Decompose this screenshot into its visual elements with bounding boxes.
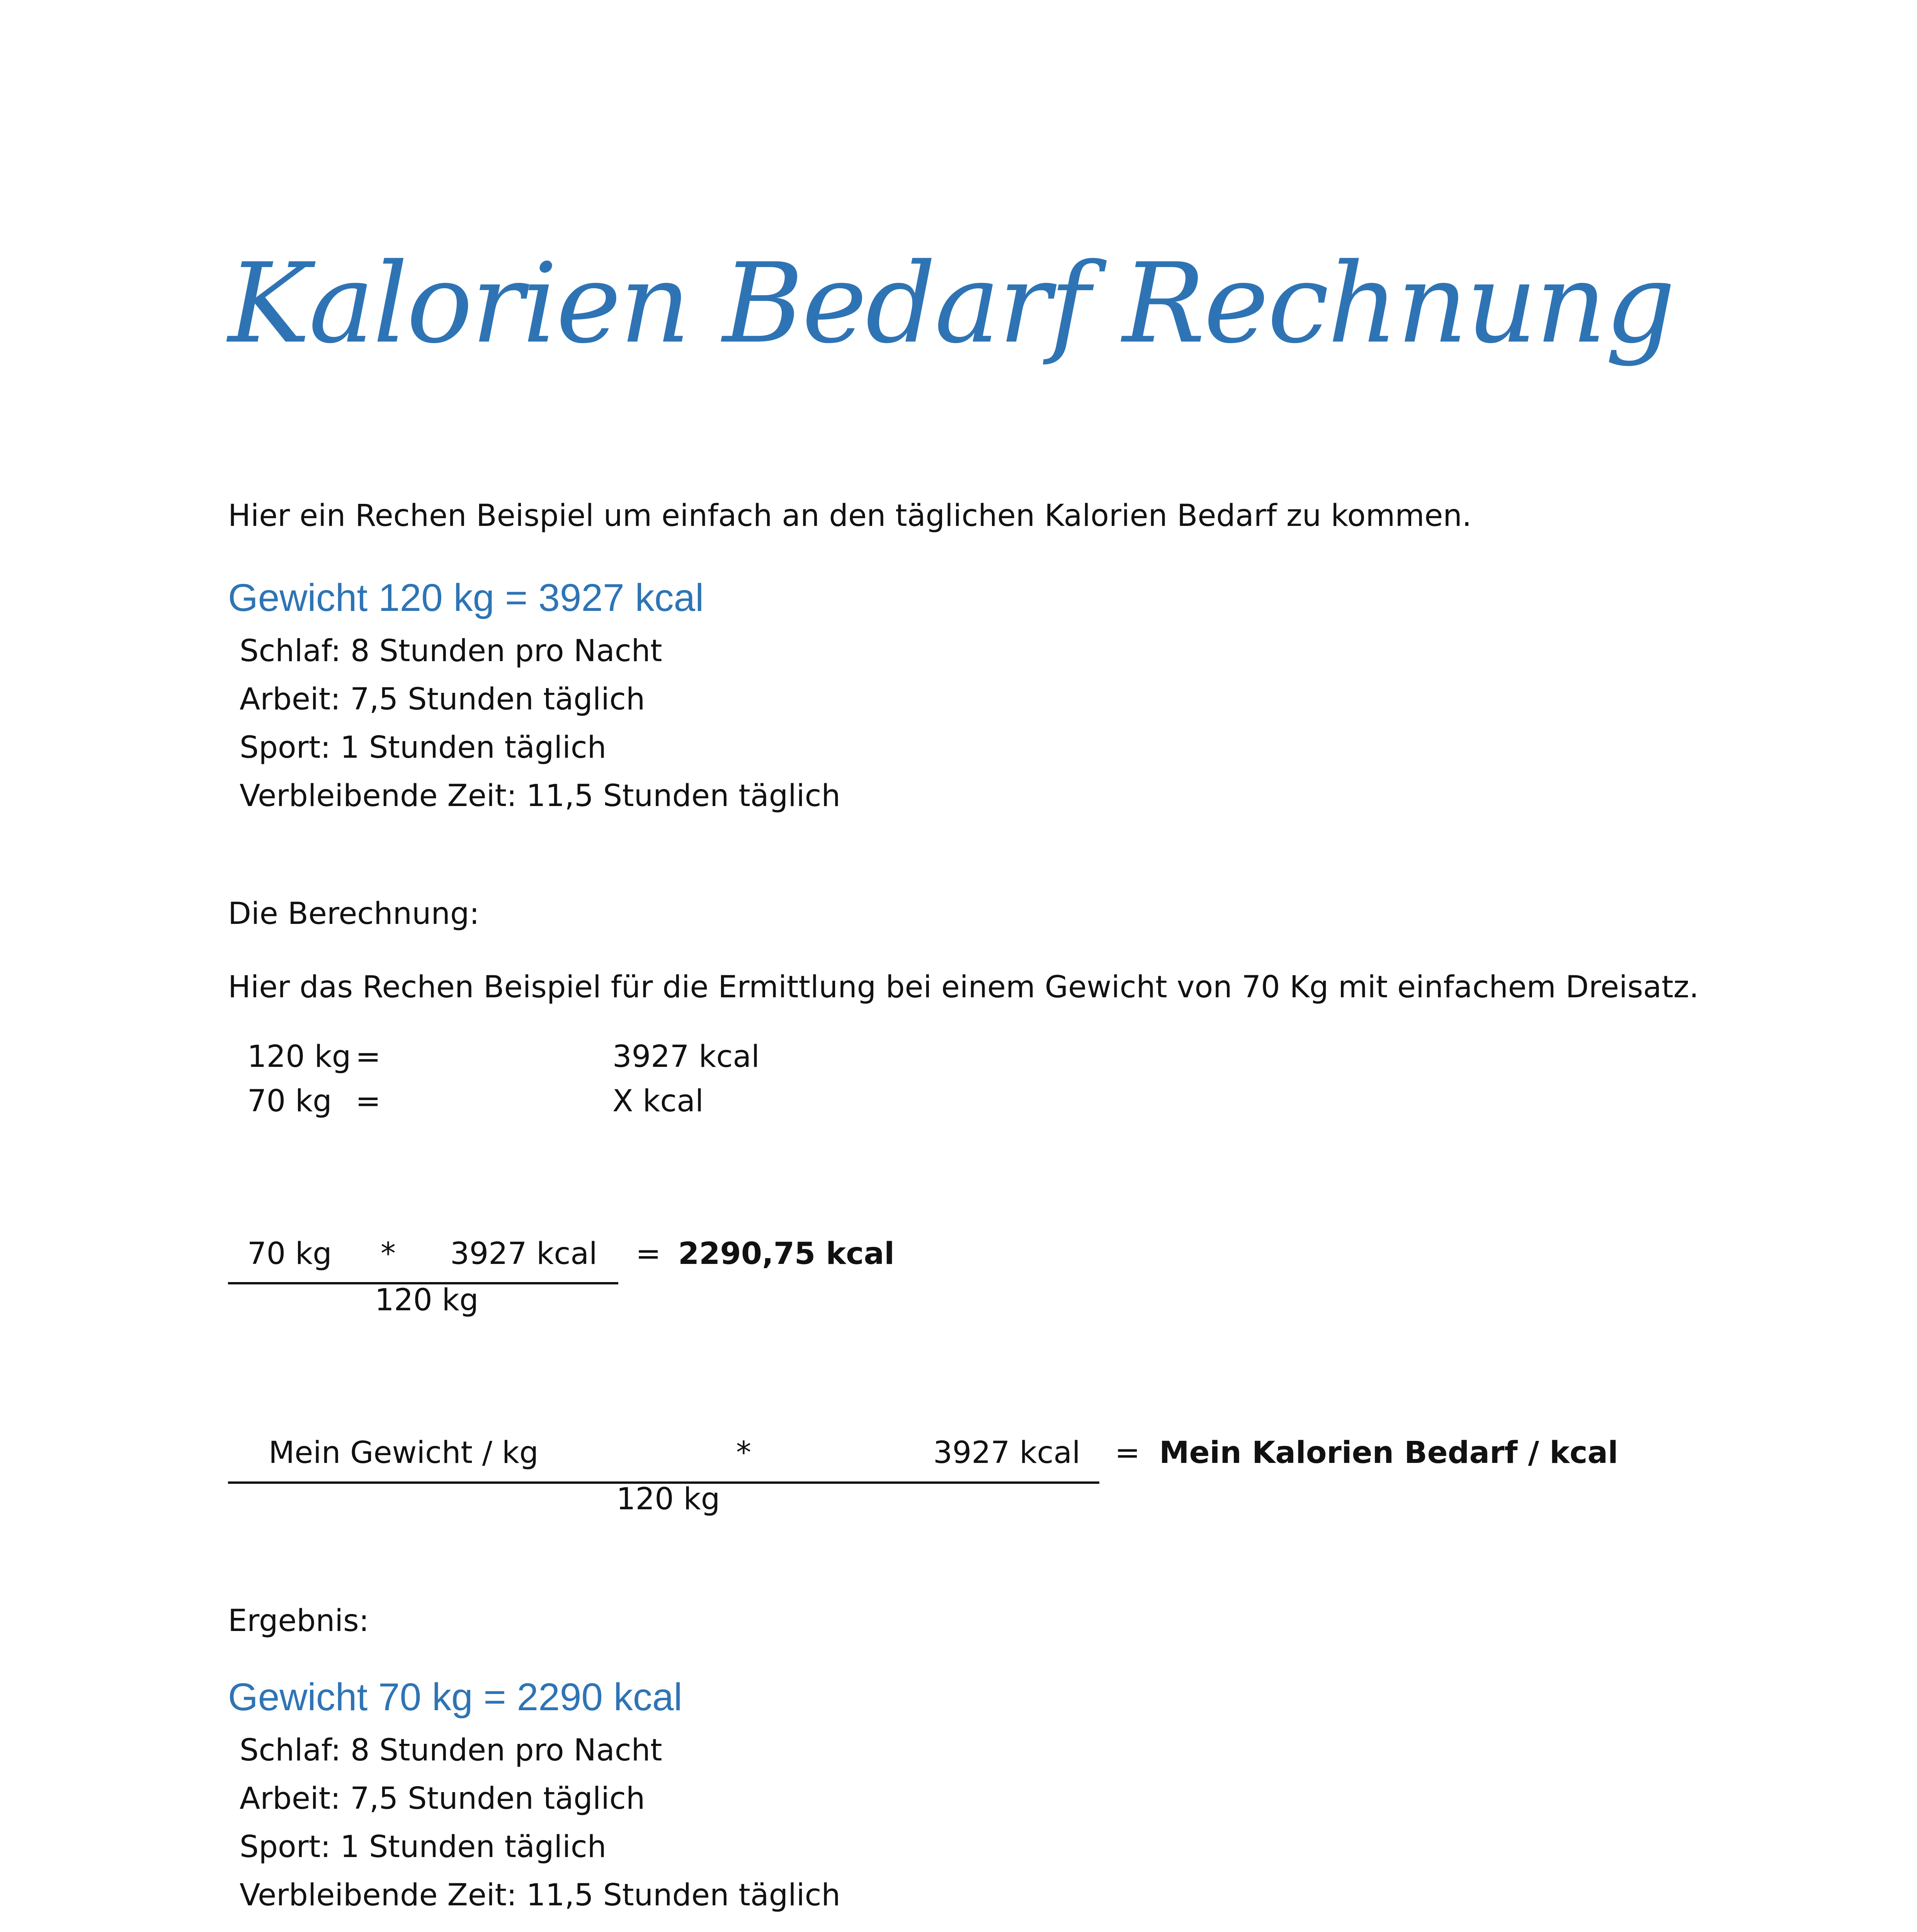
dreisatz-row1-left: 120 kg [247, 1039, 351, 1074]
fraction1-result: 2290,75 kcal [678, 1236, 895, 1271]
section2-heading: Gewicht 70 kg = 2290 kcal [228, 1675, 682, 1719]
fraction2-numerator-a: Mein Gewicht / kg [269, 1435, 539, 1470]
dreisatz-row2-eq: = [356, 1084, 381, 1119]
dreisatz-row2-right: X kcal [612, 1084, 704, 1119]
section2-item-sleep: Schlaf: 8 Stunden pro Nacht [240, 1733, 662, 1768]
section2-item-work: Arbeit: 7,5 Stunden täglich [240, 1781, 645, 1816]
fraction2-numerator-b: 3927 kcal [933, 1435, 1080, 1470]
berechnung-description: Hier das Rechen Beispiel für die Ermittlung bei einem Gewicht von 70 Kg mit einfachem Dreisatz. [228, 970, 1699, 1005]
fraction1-numerator-b: 3927 kcal [450, 1236, 597, 1271]
fraction1-denominator: 120 kg [375, 1283, 479, 1318]
page-title: Kalorien Bedarf Rechnung [228, 240, 1674, 368]
fraction1-numerator-a: 70 kg [247, 1236, 332, 1271]
section2-item-remaining: Verbleibende Zeit: 11,5 Stunden täglich [240, 1878, 840, 1913]
section1-item-remaining: Verbleibende Zeit: 11,5 Stunden täglich [240, 779, 840, 813]
fraction1-equals: = [636, 1236, 661, 1271]
section1-item-work: Arbeit: 7,5 Stunden täglich [240, 682, 645, 717]
section1-heading: Gewicht 120 kg = 3927 kcal [228, 576, 704, 619]
fraction1-star: * [381, 1236, 396, 1271]
section1-item-sport: Sport: 1 Stunden täglich [240, 730, 607, 765]
intro-text: Hier ein Rechen Beispiel um einfach an den täglichen Kalorien Bedarf zu kommen. [228, 498, 1472, 533]
fraction2-star: * [736, 1435, 751, 1470]
dreisatz-row1-right: 3927 kcal [612, 1039, 760, 1074]
berechnung-label: Die Berechnung: [228, 896, 480, 931]
section1-item-sleep: Schlaf: 8 Stunden pro Nacht [240, 634, 662, 668]
section2-item-sport: Sport: 1 Stunden täglich [240, 1830, 607, 1864]
fraction2-equals: = [1115, 1435, 1140, 1470]
dreisatz-row1-eq: = [356, 1039, 381, 1074]
fraction2-result: Mein Kalorien Bedarf / kcal [1159, 1435, 1618, 1470]
ergebnis-label: Ergebnis: [228, 1604, 369, 1638]
fraction2-denominator: 120 kg [616, 1482, 720, 1517]
dreisatz-row2-left: 70 kg [247, 1084, 332, 1119]
